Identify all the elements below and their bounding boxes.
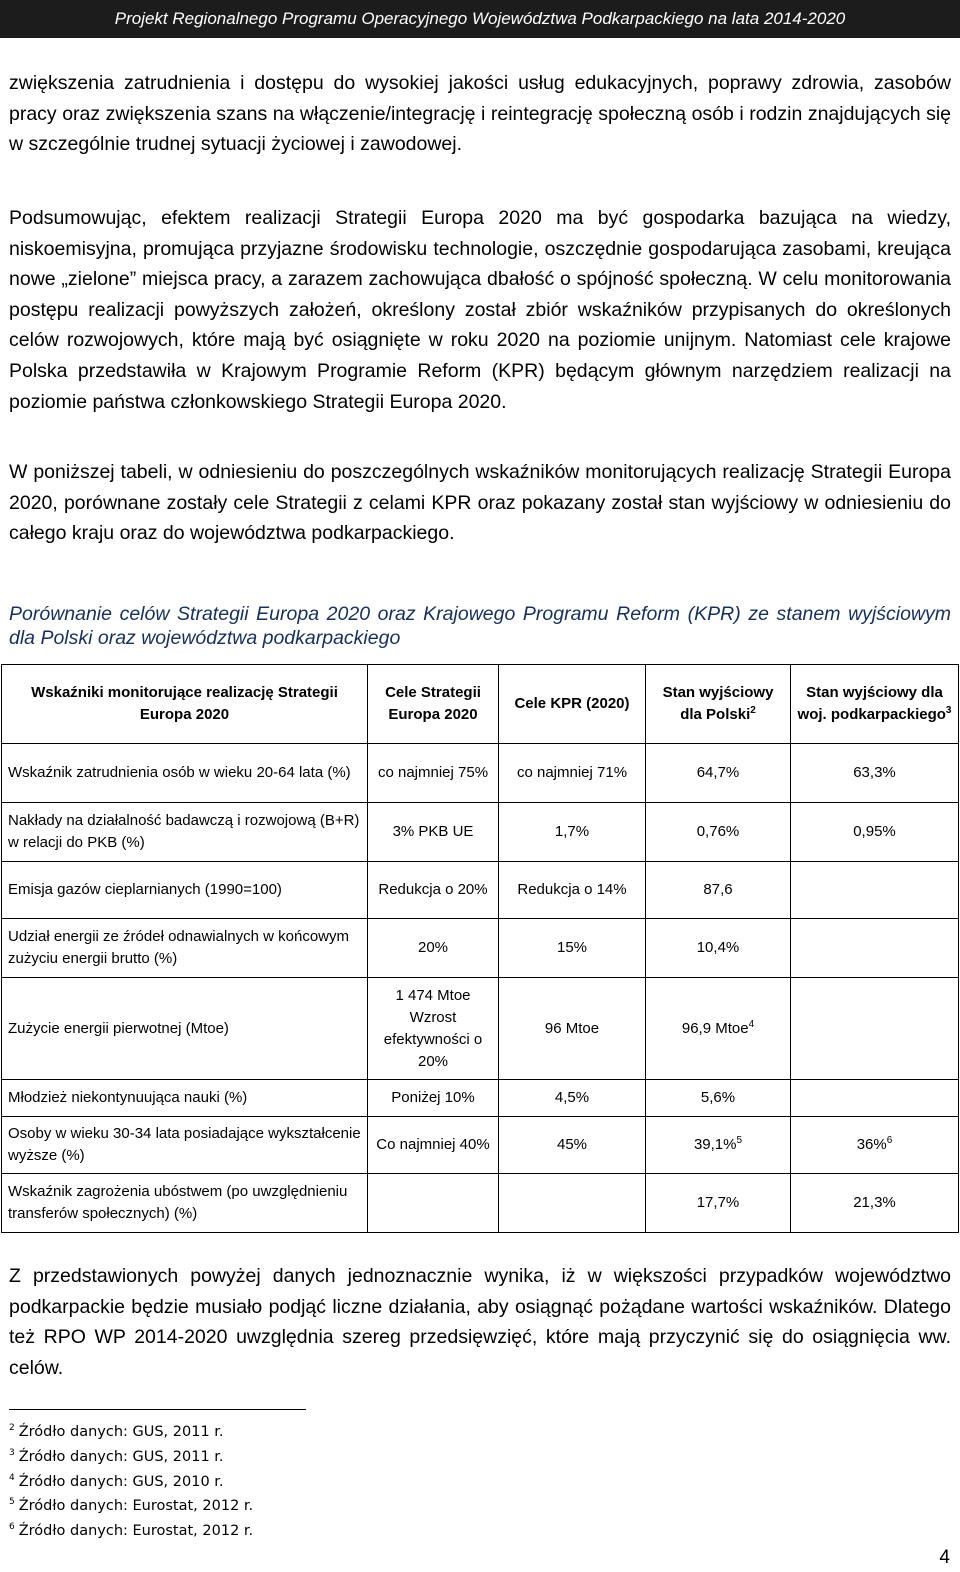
eu-target-cell: 20%: [368, 919, 499, 978]
table-caption: Porównanie celów Strategii Europa 2020 oraz Krajowego Programu Reform (KPR) ze stanem wyjściowym dla Polski oraz województwa podkarpackiego: [9, 603, 951, 649]
table-row: [2, 1080, 959, 1117]
kpr-target-cell: Redukcja o 14%: [499, 862, 646, 919]
kpr-target-cell: 96 Mtoe: [499, 978, 646, 1080]
table-row: [2, 978, 959, 1080]
eu-target-cell: 1 474 Mtoe Wzrost efektywności o 20%: [368, 978, 499, 1080]
pl-base-cell: 39,1%$^5$: [646, 1117, 791, 1174]
indicator-cell: Wskaźnik zagrożenia ubóstwem (po uwzględnieniu transferów społecznych) (%): [2, 1174, 368, 1233]
indicator-cell: Młodzież niekontynuująca nauki (%): [2, 1080, 368, 1117]
table-row: [2, 862, 959, 919]
indicator-cell: Udział energii ze źródeł odnawialnych w końcowym zużyciu energii brutto (%): [2, 919, 368, 978]
kpr-target-cell: 1,7%: [499, 803, 646, 862]
paragraph: W poniższej tabeli, w odniesieniu do poszczególnych wskaźników monitorujących realizację Strategii Europa 2020, porównane zostały cele Strategii z celami KPR oraz pokazany został stan wyjściowy w odniesieniu do całego kraju oraz do województwa podkarpackiego.: [9, 461, 951, 545]
footnote: $^6$ Źródło danych: Eurostat, 2012 r.: [9, 1522, 254, 1540]
kpr-target-cell: 45%: [499, 1117, 646, 1174]
pl-base-cell: 0,76%: [646, 803, 791, 862]
pk-base-cell: 36%$^6$: [791, 1117, 959, 1174]
footnote: $^4$ Źródło danych: GUS, 2010 r.: [9, 1472, 224, 1490]
pl-base-cell: 17,7%: [646, 1174, 791, 1233]
paragraph: Podsumowując, efektem realizacji Strategii Europa 2020 ma być gospodarka bazująca na wiedzy, niskoemisyjna, promująca przyjazne środowisku technologie, oszczędnie gospodarująca zasobami, kreująca nowe „zielone” miejsca pracy, a zarazem zachowująca dbałość o spójność społeczną. W celu monitorowania postępu realizacji powyższych założeń, określony został zbiór wskaźników przypisanych do określonych celów rozwojowych, które mają być osiągnięte w roku 2020 na poziomie unijnym. Natomiast cele krajowe Polska przedstawiła w Krajowym Programie Reform (KPR) będącym głównym narzędziem realizacji na poziomie państwa członkowskiego Strategii Europa 2020.: [9, 207, 951, 413]
paragraph: Z przedstawionych powyżej danych jednoznacznie wynika, iż w większości przypadków województwo podkarpackie będzie musiało podjąć liczne działania, aby osiągnąć pożądane wartości wskaźników. Dlatego też RPO WP 2014-2020 uwzględnia szereg przedsięwzięć, które mają przyczynić się do osiągnięcia ww. celów.: [9, 1265, 951, 1379]
pk-base-cell: [791, 919, 959, 978]
paragraph: zwiększenia zatrudnienia i dostępu do wysokiej jakości usług edukacyjnych, poprawy zdrowia, zasobów pracy oraz zwiększenia szans na włączenie/integrację i reintegrację społeczną osób i rodzin znajdujących się w szczególnie trudnej sytuacji życiowej i zawodowej.: [9, 72, 951, 156]
pk-base-cell: [791, 978, 959, 1080]
footnote: $^3$ Źródło danych: GUS, 2011 r.: [9, 1447, 224, 1465]
comparison-table: [1, 664, 959, 1233]
page-number: 4: [939, 1547, 950, 1568]
pk-base-cell: 0,95%: [791, 803, 959, 862]
indicator-cell: Nakłady na działalność badawczą i rozwojową (B+R) w relacji do PKB (%): [2, 803, 368, 862]
running-header: Projekt Regionalnego Programu Operacyjnego Województwa Podkarpackiego na lata 2014-2020: [0, 0, 960, 38]
footnote: $^2$ Źródło danych: GUS, 2011 r.: [9, 1423, 224, 1440]
eu-target-cell: co najmniej 75%: [368, 744, 499, 803]
pl-base-cell: 87,6: [646, 862, 791, 919]
table-row: [2, 744, 959, 803]
pl-base-cell: 10,4%: [646, 919, 791, 978]
pk-base-cell: 21,3%: [791, 1174, 959, 1233]
pl-base-cell: 96,9 Mtoe$^4$: [646, 978, 791, 1080]
indicator-cell: Osoby w wieku 30-34 lata posiadające wykształcenie wyższe (%): [2, 1117, 368, 1174]
table-row: [2, 919, 959, 978]
pl-base-cell: 64,7%: [646, 744, 791, 803]
kpr-target-cell: 15%: [499, 919, 646, 978]
table-header-row: [2, 665, 959, 744]
pk-base-cell: 63,3%: [791, 744, 959, 803]
kpr-target-cell: [499, 1174, 646, 1233]
eu-target-cell: [368, 1174, 499, 1233]
eu-target-cell: Co najmniej 40%: [368, 1117, 499, 1174]
kpr-target-cell: 4,5%: [499, 1080, 646, 1117]
kpr-target-cell: co najmniej 71%: [499, 744, 646, 803]
footnotes: [9, 1418, 253, 1542]
header-eu-target: Cele Strategii Europa 2020: [368, 665, 499, 744]
pk-base-cell: [791, 1080, 959, 1117]
pl-base-cell: 5,6%: [646, 1080, 791, 1117]
indicator-cell: Wskaźnik zatrudnienia osób w wieku 20-64 lata (%): [2, 744, 368, 803]
table-row: [2, 1174, 959, 1233]
footnote-divider: [9, 1409, 306, 1410]
table-row: [2, 1117, 959, 1174]
eu-target-cell: 3% PKB UE: [368, 803, 499, 862]
header-pl-base: Stan wyjściowy dla Polski$^2$: [646, 665, 791, 744]
indicator-cell: Zużycie energii pierwotnej (Mtoe): [2, 978, 368, 1080]
header-pk-base: Stan wyjściowy dla woj. podkarpackiego$^3$: [791, 665, 959, 744]
header-kpr-target: Cele KPR (2020): [499, 665, 646, 744]
eu-target-cell: Poniżej 10%: [368, 1080, 499, 1117]
eu-target-cell: Redukcja o 20%: [368, 862, 499, 919]
pk-base-cell: [791, 862, 959, 919]
indicator-cell: Emisja gazów cieplarnianych (1990=100): [2, 862, 368, 919]
table-row: [2, 803, 959, 862]
footnote: $^5$ Źródło danych: Eurostat, 2012 r.: [9, 1497, 254, 1515]
header-indicator: Wskaźniki monitorujące realizację Strategii Europa 2020: [2, 665, 368, 744]
